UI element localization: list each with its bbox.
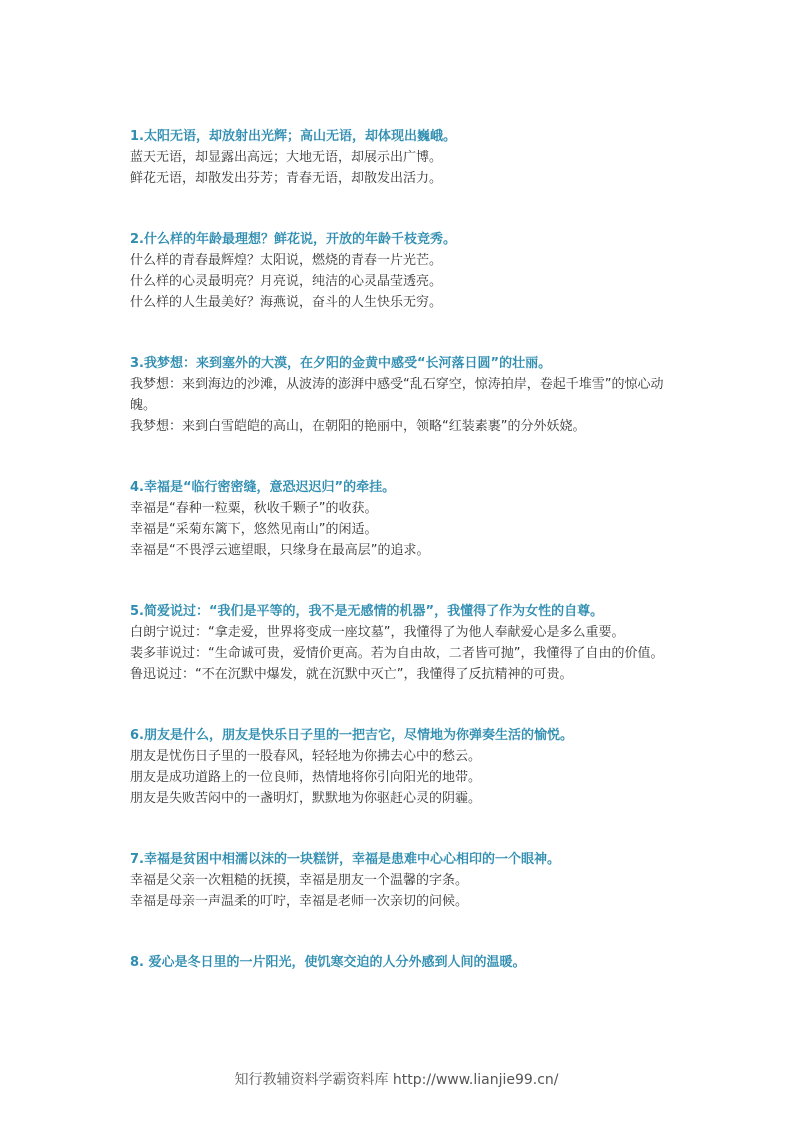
paragraph-line: 幸福是母亲一声温柔的叮咛，幸福是老师一次亲切的问候。 bbox=[130, 894, 469, 909]
paragraph-heading: 8. 爱心是冬日里的一片阳光，使饥寒交迫的人分外感到人间的温暖。 bbox=[130, 955, 526, 970]
paragraph-line: 朋友是失败苦闷中的一盏明灯，默默地为你驱赶心灵的阴霾。 bbox=[130, 791, 482, 806]
paragraph-2 bbox=[130, 229, 675, 313]
paragraph-heading: 2.什么样的年龄最理想？鲜花说，开放的年龄千枝竞秀。 bbox=[130, 232, 456, 247]
document-body bbox=[130, 126, 675, 973]
paragraph-line: 幸福是父亲一次粗糙的抚摸，幸福是朋友一个温馨的字条。 bbox=[130, 873, 469, 888]
paragraph-1 bbox=[130, 126, 675, 189]
footer-watermark: 知行教辅资料学霸资料库 http://www.lianjie99.cn/ bbox=[234, 1072, 559, 1088]
paragraph-line: 鲜花无语，却散发出芬芳；青春无语，却散发出活力。 bbox=[130, 171, 443, 186]
paragraph-line: 蓝天无语，却显露出高远；大地无语，却展示出广博。 bbox=[130, 150, 443, 165]
paragraph-line: 鲁迅说过：“不在沉默中爆发，就在沉默中灭亡”，我懂得了反抗精神的可贵。 bbox=[130, 667, 573, 682]
paragraph-5 bbox=[130, 601, 675, 685]
paragraph-7 bbox=[130, 849, 675, 912]
paragraph-line: 裴多菲说过：“生命诚可贵，爱情价更高。若为自由故，二者皆可抛”，我懂得了自由的价值。 bbox=[130, 646, 664, 661]
paragraph-line: 我梦想：来到海边的沙滩，从波涛的澎湃中感受“乱石穿空，惊涛拍岸，卷起千堆雪”的惊心动魄。 bbox=[130, 377, 664, 413]
paragraph-line: 什么样的青春最辉煌？太阳说，燃烧的青春一片光芒。 bbox=[130, 253, 443, 268]
paragraph-heading: 3.我梦想：来到塞外的大漠，在夕阳的金黄中感受“长河落日圆”的壮丽。 bbox=[130, 356, 552, 371]
paragraph-line: 朋友是成功道路上的一位良师，热情地将你引向阳光的地带。 bbox=[130, 770, 482, 785]
paragraph-line: 白朗宁说过：“拿走爱，世界将变成一座坟墓”，我懂得了为他人奉献爱心是多么重要。 bbox=[130, 625, 625, 640]
paragraph-line: 什么样的心灵最明亮？月亮说，纯洁的心灵晶莹透亮。 bbox=[130, 274, 443, 289]
paragraph-4 bbox=[130, 477, 675, 561]
paragraph-heading: 4.幸福是“临行密密缝，意恐迟迟归”的牵挂。 bbox=[130, 480, 396, 495]
paragraph-heading: 1.太阳无语，却放射出光辉；高山无语，却体现出巍峨。 bbox=[130, 129, 456, 144]
paragraph-heading: 5.简爱说过：“我们是平等的，我不是无感情的机器”，我懂得了作为女性的自尊。 bbox=[130, 604, 604, 619]
paragraph-heading: 7.幸福是贫困中相濡以沫的一块糕饼，幸福是患难中心心相印的一个眼神。 bbox=[130, 852, 560, 867]
paragraph-heading: 6.朋友是什么，朋友是快乐日子里的一把吉它，尽情地为你弹奏生活的愉悦。 bbox=[130, 728, 573, 743]
paragraph-6 bbox=[130, 725, 675, 809]
paragraph-line: 幸福是“不畏浮云遮望眼，只缘身在最高层”的追求。 bbox=[130, 543, 430, 558]
paragraph-line: 什么样的人生最美好？海燕说，奋斗的人生快乐无穷。 bbox=[130, 295, 443, 310]
paragraph-3 bbox=[130, 353, 675, 437]
paragraph-8 bbox=[130, 952, 675, 973]
paragraph-line: 朋友是忧伤日子里的一股春风，轻轻地为你拂去心中的愁云。 bbox=[130, 749, 482, 764]
paragraph-line: 幸福是“春种一粒粟，秋收千颗子”的收获。 bbox=[130, 501, 378, 516]
paragraph-line: 幸福是“采菊东篱下，悠然见南山”的闲适。 bbox=[130, 522, 378, 537]
paragraph-line: 我梦想：来到白雪皑皑的高山，在朝阳的艳丽中，领略“红装素裹”的分外妖娆。 bbox=[130, 419, 586, 434]
